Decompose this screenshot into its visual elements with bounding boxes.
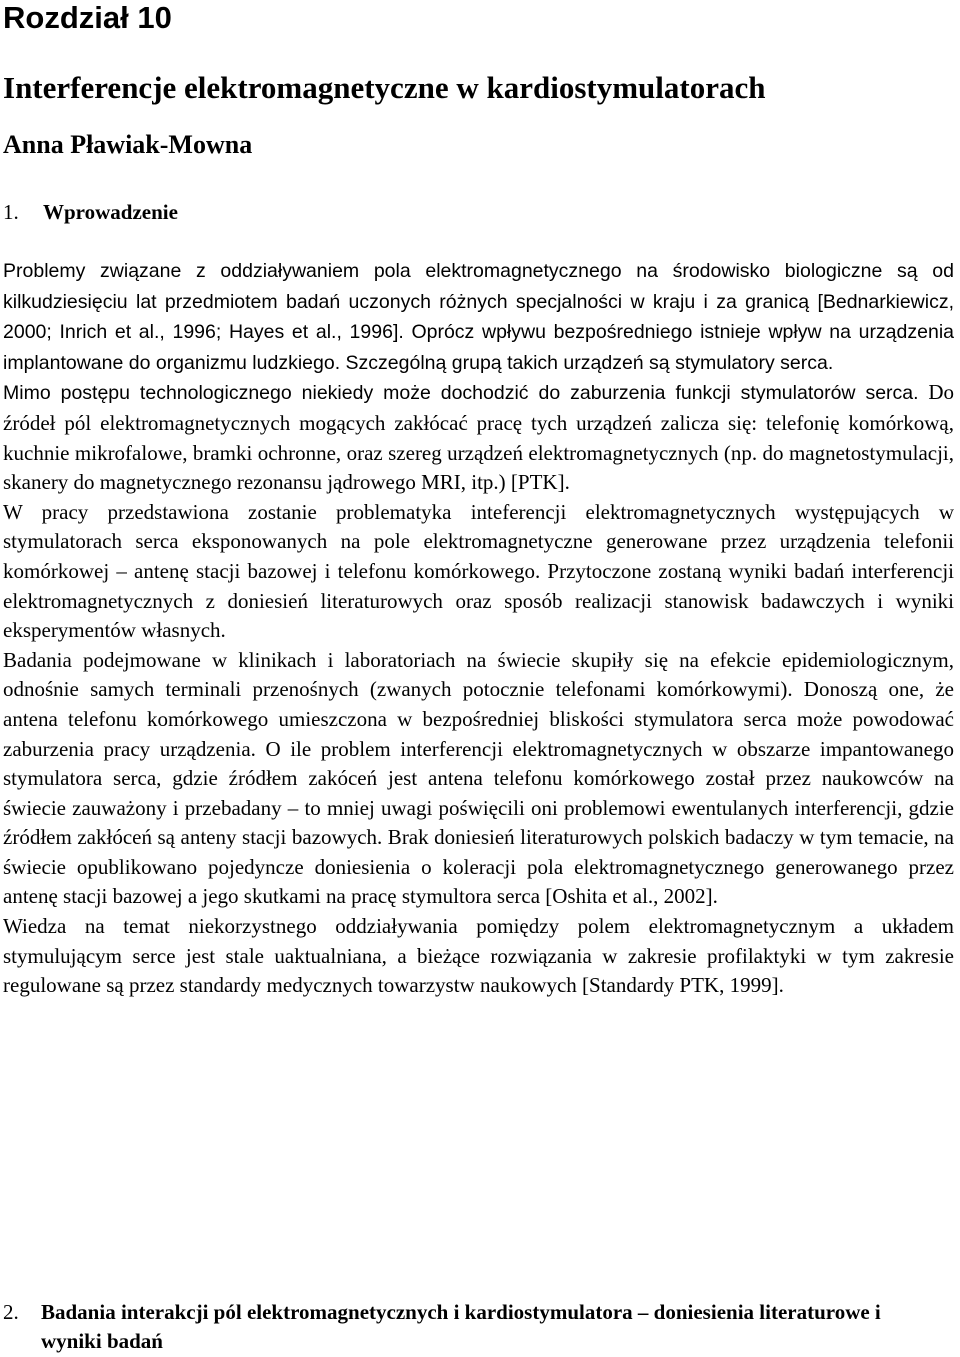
paragraph: Badania podejmowane w klinikach i laboratoriach na świecie skupiły się na efekcie epidemiologicznym, odnośnie samych terminali przenośnych (zwanych potocznie telefonami komórkowymi). Donoszą one, że antena telefonu komórkowego umieszczona w bezpośredniej bliskości stymulatora serca może powodować zaburzenia pracy urządzenia. O ile problem interferencji elektromagnetycznych w obszarze impantowanego stymulatora serca, gdzie źródłem zakóceń jest antena telefonu komórkowego został przez naukowców na świecie zauważony i przebadany – to mniej uwagi poświęcili oni problemowi ewentulanych interferencji, gdzie źródłem zakłóceń są anteny stacji bazowych. Brak doniesień literaturowych polskich badaczy w tym temacie, na świecie opublikowano pojedyncze doniesienia o koleracji pola elektromagnetycznego generowanego przez antenę stacji bazowej a jego skutkami na pracę stymultora serca [Oshita et al., 2002].: [3, 647, 954, 909]
paragraph: [3, 378, 954, 497]
paragraph: [3, 256, 954, 378]
document-title: Interferencje elektromagnetyczne w kardiostymulatorach: [3, 70, 766, 105]
section-heading-2: [3, 1298, 943, 1356]
section-number: 2.: [3, 1300, 19, 1324]
paragraph-text: Szczególną grupą takich urządzeń są stymulatory serca.: [340, 351, 834, 374]
paragraph: W pracy przedstawiona zostanie problematyka inteferencji elektromagnetycznych występujących w stymulatorach serca eksponowanych na pole elektromagnetyczne generowane przez urządzenia telefonii komórkowej – antenę stacji bazowej i telefonu komórkowego. Przytoczone zostaną wyniki badań interferencji elektromagnetycznych z doniesień literaturowych oraz sposób realizacji stanowisk badawczych i wyniki eksperymentów własnych.: [3, 499, 954, 643]
paragraph-text: Mimo postępu technologicznego niekiedy może dochodzić do zaburzenia funkcji stymulatorów serca.: [3, 382, 919, 405]
author-name: Anna Pławiak-Mowna: [3, 130, 253, 159]
paragraph-text: Problemy związane z oddziaływaniem pola elektromagnetycznego na środowisko biologiczne są od kilkudziesięciu lat przedmiotem badań uczonych różnych specjalności w kraju i za granicą [Bednarkiewicz, 2000; Inrich et al., 1996; Hayes et al., 1996]. Oprócz wpływu bezpośredniego istnieje wpływ na urządzenia implantowane do organizmu ludzkiego.: [3, 260, 954, 374]
section-title: Badania interakcji pól elektromagnetycznych i kardiostymulatora – doniesienia literaturowe i wyniki badań: [41, 1300, 881, 1353]
paragraph-text: Do źródeł pól elektromagnetycznych mogących zakłócać pracę tych urządzeń zalicza się: telefonię komórkową, kuchnie mikrofalowe, bramki ochronne, oraz szereg urządzeń elektromagnetycznych (np. do magnetostymulacji, skanery do magnetycznego rezonansu jądrowego MRI, itp.) [PTK].: [3, 380, 954, 495]
section-number: 1.: [3, 200, 19, 224]
chapter-heading: Rozdział 10: [3, 0, 172, 35]
body-text: [3, 256, 954, 1001]
paragraph: Wiedza na temat niekorzystnego oddziaływania pomiędzy polem elektromagnetycznym a układem stymulującym serce jest stale uaktualniana, a bieżące rozwiązania w zakresie profilaktyki w tym zakresie regulowane są przez standardy medycznych towarzystw naukowych [Standardy PTK, 1999].: [3, 914, 954, 998]
section-title: Wprowadzenie: [43, 200, 178, 224]
section-heading-1: [3, 198, 178, 226]
